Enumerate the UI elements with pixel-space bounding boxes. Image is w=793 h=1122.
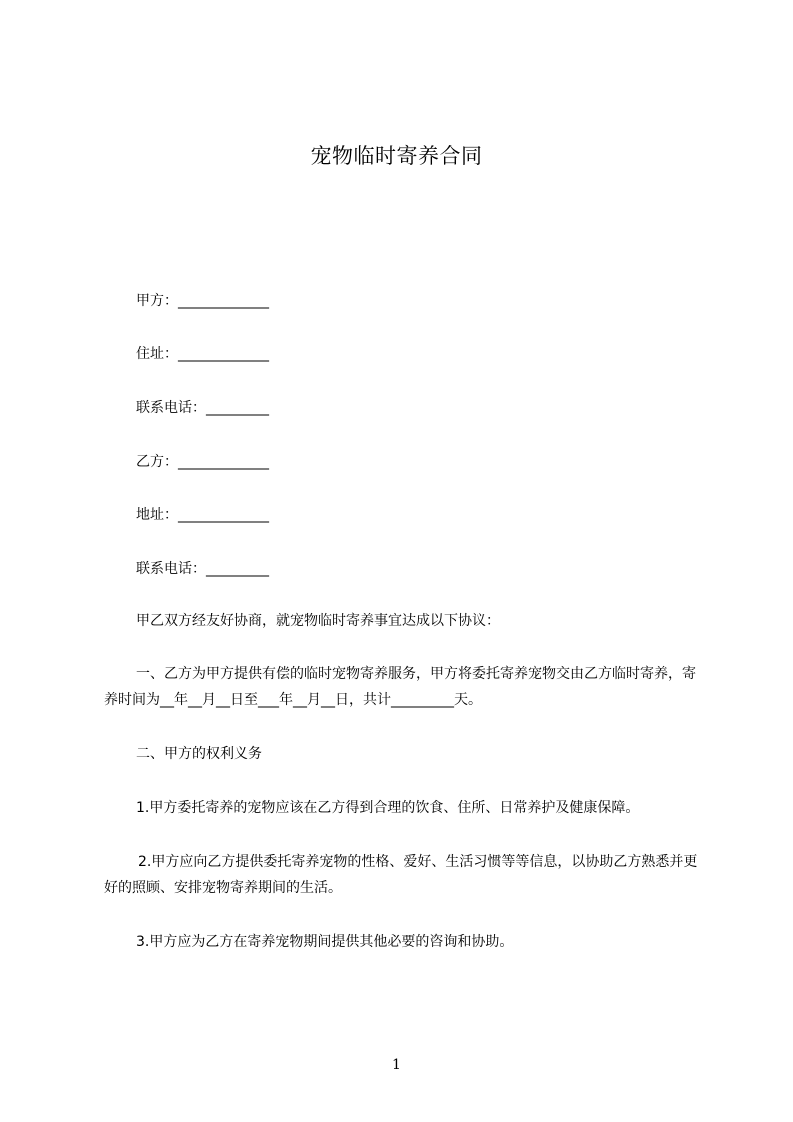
document-title: 宠物临时寄养合同	[310, 144, 483, 168]
item-2: 2.甲方应向乙方提供委托寄养宠物的性格、爱好、生活习惯等等信息，以协助乙方熟悉并更好的照顾、安排宠物寄养期间的生活。	[104, 854, 698, 896]
address-b-field: 地址：_____________	[136, 507, 269, 523]
party-b-field: 乙方：_____________	[136, 454, 269, 470]
intro-paragraph: 甲乙双方经友好协商，就宠物临时寄养事宜达成以下协议：	[136, 613, 500, 629]
phone-a-field: 联系电话：_________	[136, 400, 269, 416]
item-3: 3.甲方应为乙方在寄养宠物期间提供其他必要的咨询和协助。	[136, 934, 514, 950]
section-2-heading: 二、甲方的权利义务	[136, 746, 262, 762]
item-1: 1.甲方委托寄养的宠物应该在乙方得到合理的饮食、住所、日常养护及健康保障。	[136, 800, 640, 816]
phone-b-field: 联系电话：_________	[136, 561, 269, 577]
address-a-field: 住址：_____________	[136, 346, 269, 362]
party-a-field: 甲方：_____________	[136, 293, 269, 309]
page-number: 1	[392, 1057, 401, 1073]
section-1-paragraph: 一、乙方为甲方提供有偿的临时宠物寄养服务，甲方将委托寄养宠物交由乙方临时寄养，寄养时间为__年__月__日至___年__月__日，共计_________天。	[104, 666, 696, 708]
